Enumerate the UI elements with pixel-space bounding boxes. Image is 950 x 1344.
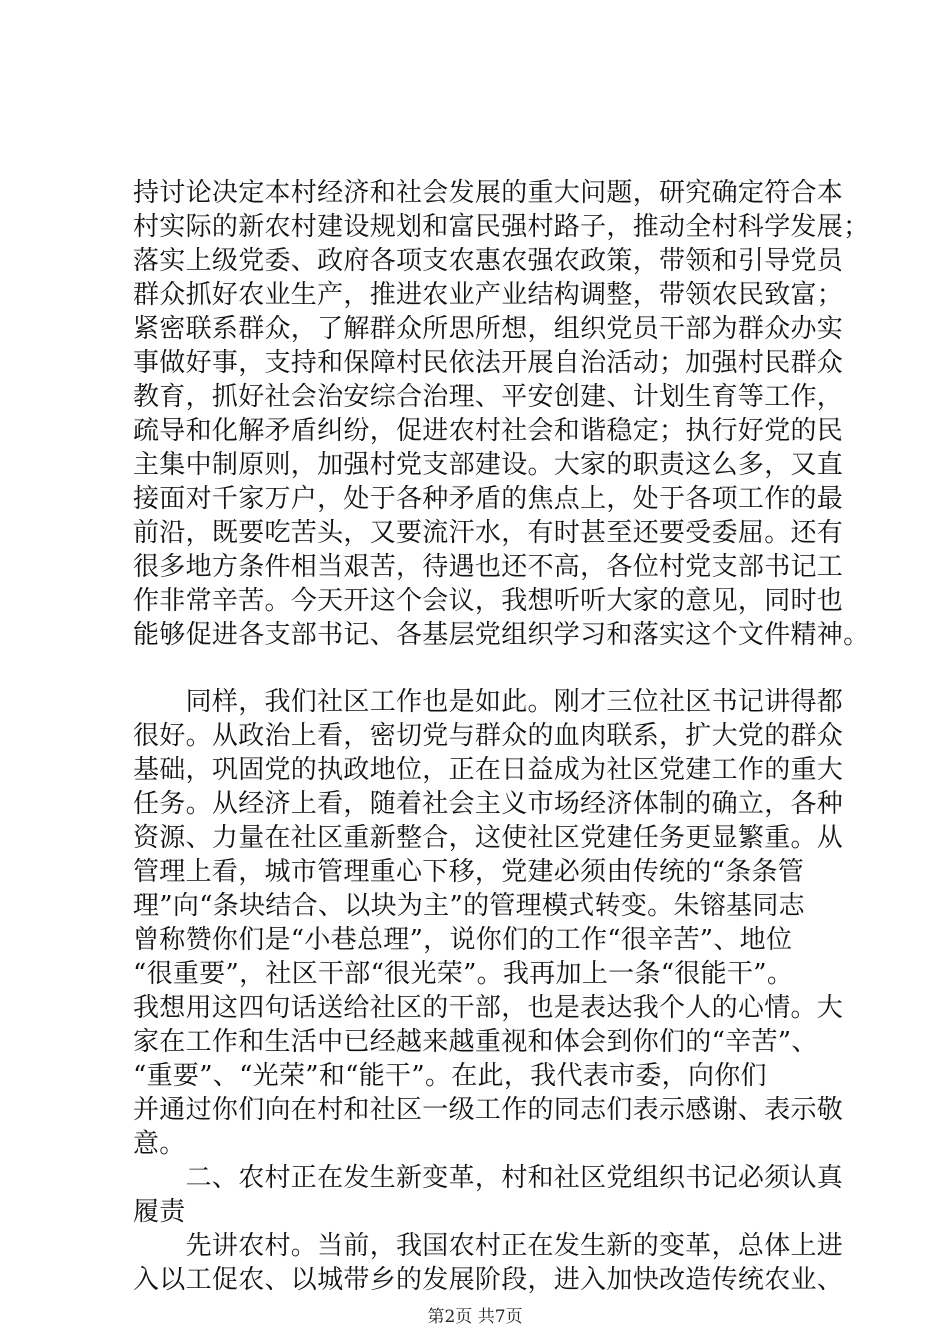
text-line: 持讨论决定本村经济和社会发展的重大问题，研究确定符合本 (133, 178, 844, 208)
text-line: 管理上看，城市管理重心下移，党建必须由传统的“条条管 (133, 857, 805, 887)
text-line: 前沿，既要吃苦头，又要流汗水，有时甚至还要受委屈。还有 (133, 518, 844, 548)
text-line: “很重要”，社区干部“很光荣”。我再加上一条“很能干”。 (133, 959, 794, 989)
page-number: 第2页 共7页 (427, 1307, 523, 1327)
text-line: 家在工作和生活中已经越来越重视和体会到你们的“辛苦”、 (133, 1027, 818, 1057)
text-line: 基础，巩固党的执政地位，正在日益成为社区党建工作的重大 (133, 755, 844, 785)
text-line: 紧密联系群众，了解群众所思所想，组织党员干部为群众办实 (133, 314, 844, 344)
text-line: “重要”、“光荣”和“能干”。在此，我代表市委，向你们 (133, 1061, 767, 1091)
text-line: 事做好事，支持和保障村民依法开展自治活动；加强村民群众 (133, 348, 844, 378)
text-line: 理”向“条块结合、以块为主”的管理模式转变。朱镕基同志 (133, 891, 805, 921)
text-line: 我想用这四句话送给社区的干部，也是表达我个人的心情。大 (133, 993, 844, 1023)
text-line: 意。 (133, 1129, 186, 1159)
text-line: 落实上级党委、政府各项支农惠农强农政策，带领和引导党员 (133, 246, 844, 276)
text-line: 作非常辛苦。今天开这个会议，我想听听大家的意见，同时也 (133, 586, 844, 616)
text-line: 主集中制原则，加强村党支部建设。大家的职责这么多，又直 (133, 450, 844, 480)
text-line: 村实际的新农村建设规划和富民强村路子，推动全村科学发展； (133, 212, 870, 242)
text-line: 群众抓好农业生产，推进农业产业结构调整，带领农民致富； (133, 280, 844, 310)
section-heading: 履责 (133, 1197, 186, 1227)
text-line: 教育，抓好社会治安综合治理、平安创建、计划生育等工作， (133, 382, 844, 412)
text-line: 接面对千家万户，处于各种矛盾的焦点上，处于各项工作的最 (133, 484, 844, 514)
text-line: 同样，我们社区工作也是如此。刚才三位社区书记讲得都 (133, 687, 844, 717)
text-line: 能够促进各支部书记、各基层党组织学习和落实这个文件精神。 (133, 620, 870, 650)
section-heading: 二、农村正在发生新变革，村和社区党组织书记必须认真 (133, 1163, 844, 1193)
text-line: 入以工促农、以城带乡的发展阶段，进入加快改造传统农业、 (133, 1265, 844, 1295)
text-line: 很好。从政治上看，密切党与群众的血肉联系，扩大党的群众 (133, 721, 844, 751)
text-line: 曾称赞你们是“小巷总理”，说你们的工作“很辛苦”、地位 (133, 925, 793, 955)
text-line: 先讲农村。当前，我国农村正在发生新的变革，总体上进 (133, 1231, 844, 1261)
text-line: 疏导和化解矛盾纠纷，促进农村社会和谐稳定；执行好党的民 (133, 416, 844, 446)
text-line: 并通过你们向在村和社区一级工作的同志们表示感谢、表示敬 (133, 1095, 844, 1125)
text-line: 很多地方条件相当艰苦，待遇也还不高，各位村党支部书记工 (133, 552, 844, 582)
text-line: 任务。从经济上看，随着社会主义市场经济体制的确立，各种 (133, 789, 844, 819)
text-line: 资源、力量在社区重新整合，这使社区党建任务更显繁重。从 (133, 823, 844, 853)
